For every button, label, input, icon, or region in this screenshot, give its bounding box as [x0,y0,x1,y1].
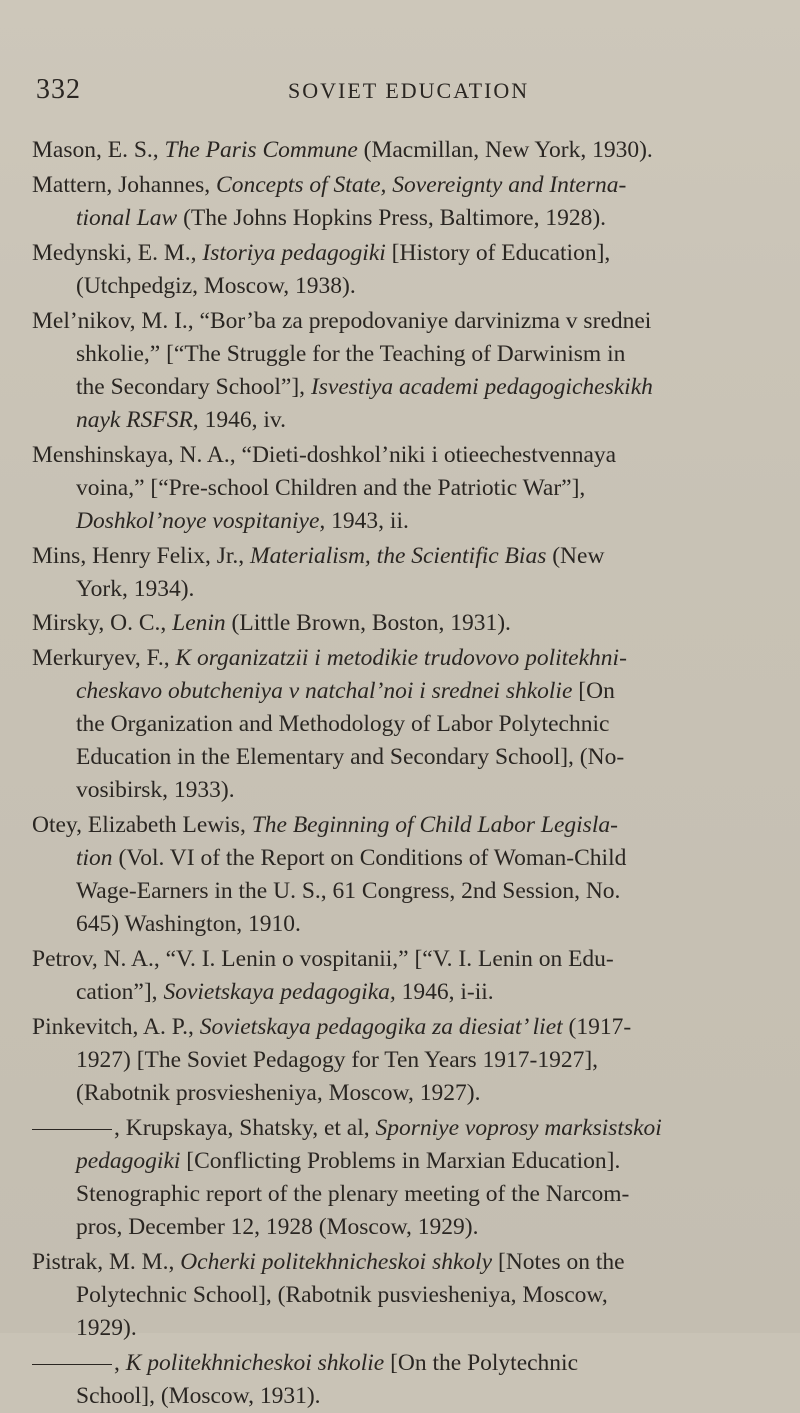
entry-line [32,1246,762,1279]
entry-title-text: Sovietskaya pedagogika za diesiat’ liet [199,1014,563,1040]
entry-line [32,505,762,538]
ditto-rule [32,1129,112,1130]
bibliography-entry [32,642,762,807]
entry-text: Pistrak, M. M., [32,1248,181,1275]
entry-title-text: K politekhnicheskoi shkolie [125,1349,385,1376]
bibliography-entry [32,439,762,538]
entry-text: 1929). [76,1314,137,1341]
entry-text: (Vol. VI of the Report on Conditions of Woman-Child [112,845,627,872]
entry-title-text: Ocherki politekhnicheskoi shkoly [180,1248,493,1275]
entry-line [32,270,762,303]
page-header [30,74,750,114]
page-number: 332 [36,74,81,105]
entry-line [32,540,762,573]
entry-line [32,642,762,675]
entry-text: vosibirsk, 1933). [76,777,235,804]
entry-title-text: Doshkol’noye vospitaniye, [76,507,326,534]
entry-line [32,237,762,270]
entry-text: [On [572,678,615,705]
entry-text: [On the Polytechnic [384,1349,579,1376]
entry-line [32,1211,762,1244]
entry-text: (Macmillan, New York, 1930). [357,137,653,163]
entry-title-text: The Beginning of Child Labor Legisla- [251,812,618,839]
entry-line [32,976,762,1009]
entry-text: York, 1934). [76,575,195,602]
entry-line [32,1279,762,1312]
entry-line [32,573,762,606]
bibliography-entry [32,1011,762,1110]
bibliography-entry [32,607,762,640]
entry-text: 1946, i-ii. [395,979,494,1006]
running-head: SOVIET EDUCATION [288,78,530,103]
entry-title-text: Sovietskaya pedagogika, [163,979,396,1006]
entry-text: Petrov, N. A., “V. I. Lenin o vospitanii,” [“V. I. Lenin on Edu- [32,946,614,973]
entry-text: 1946, iv. [198,406,286,433]
entry-line [32,338,762,371]
entry-text: Education in the Elementary and Secondary School], (No- [76,744,625,771]
entry-text: 1927) [The Soviet Pedagogy for Ten Years 1917-1927], [76,1047,599,1073]
entry-line [32,1145,762,1178]
entry-title-text: Concepts of State, Sovereignty and Interna- [216,171,627,198]
entry-line [32,134,762,167]
entry-text: (Utchpedgiz, Moscow, 1938). [76,272,356,299]
entry-line [32,809,762,842]
entry-text: (Little Brown, Boston, 1931). [225,610,511,637]
entry-text: Mattern, Johannes, [32,171,217,198]
entry-title-text: The Paris Commune [164,137,358,163]
ditto-rule [32,1364,112,1365]
entry-line [32,875,762,908]
entry-title-text: cheskavo obutcheniya v natchal’noi i srednei shkolie [76,678,573,705]
entry-text: Stenographic report of the plenary meeting of the Narcom- [76,1180,630,1207]
entry-text: 645) Washington, 1910. [76,911,301,938]
entry-text: [Conflicting Problems in Marxian Education]. [180,1147,621,1174]
entry-title-text: Sporniye voprosy marksistskoi [375,1114,662,1141]
entry-text: Polytechnic School], (Rabotnik pusviesheniya, Moscow, [76,1281,608,1308]
entry-text: Pinkevitch, A. P., [32,1014,200,1040]
entry-line [32,1077,762,1110]
entry-line [32,169,762,202]
bibliography-entry [32,809,762,941]
entry-text: (Rabotnik prosviesheniya, Moscow, 1927). [76,1080,481,1106]
entry-title-text: tion [76,845,113,872]
entry-line [32,1112,762,1145]
bibliography-entry [32,1246,762,1345]
entry-text: voina,” [“Pre-school Children and the Patriotic War”], [76,474,586,501]
entry-line [32,943,762,976]
entry-line [32,908,762,941]
entry-title-text: Lenin [172,610,226,637]
entry-text: , [114,1349,126,1376]
entry-title-text: K organizatzii i metodikie trudovovo politekhni- [175,645,627,672]
entry-text: pros, December 12, 1928 (Moscow, 1929). [76,1213,479,1240]
entry-text: [Notes on the [492,1248,625,1275]
entry-text: , Krupskaya, Shatsky, et al, [114,1114,376,1141]
entry-line [32,371,762,404]
entry-text: Otey, Elizabeth Lewis, [32,812,252,839]
entry-line [32,708,762,741]
entry-line [32,305,762,338]
entry-text: [History of Education], [385,239,611,266]
entry-line [32,1011,762,1044]
entry-text: Merkuryev, F., [32,645,176,672]
entry-line [32,675,762,708]
bibliography-entry [32,943,762,1009]
entry-line [32,1312,762,1345]
entry-text: shkolie,” [“The Struggle for the Teaching of Darwinism in [76,340,626,367]
entry-title-text: pedagogiki [76,1147,181,1174]
entry-text: Mirsky, O. C., [32,610,173,637]
entry-text: the Secondary School”], [76,373,311,400]
entry-text: cation”], [76,979,164,1006]
entry-line [32,472,762,505]
entry-text: Mins, Henry Felix, Jr., [32,542,251,569]
entry-line [32,842,762,875]
entry-text: Mason, E. S., [32,137,165,163]
entry-text: (1917- [562,1014,632,1040]
bibliography-entry [32,169,762,235]
entry-line [32,607,762,640]
bibliography-entry [32,237,762,303]
entry-line [32,404,762,437]
entry-text: the Organization and Methodology of Labor Polytechnic [76,711,610,738]
entry-text: Mel’nikov, M. I., “Bor’ba za prepodovaniye darvinizma v srednei [32,307,652,334]
entry-text: (The Johns Hopkins Press, Baltimore, 1928). [177,204,607,231]
entry-text: (New [546,542,605,569]
entry-line [32,1380,762,1413]
entry-line [32,741,762,774]
entry-text: Wage-Earners in the U. S., 61 Congress, 2nd Session, No. [76,878,621,905]
bibliography-entry [32,1347,762,1413]
entry-title-text: nayk RSFSR, [76,406,199,433]
entry-text: Menshinskaya, N. A., “Dieti-doshkol’niki i otieechestvennaya [32,441,617,468]
entry-text: 1943, ii. [325,507,409,534]
entry-line [32,1044,762,1077]
entry-line [32,439,762,472]
entry-text: School], (Moscow, 1931). [76,1382,321,1409]
entry-line [32,202,762,235]
entry-line [32,1178,762,1211]
entry-text: Medynski, E. M., [32,239,203,266]
entry-title-text: Materialism, the Scientific Bias [250,542,547,569]
entry-title-text: Isvestiya academi pedagogicheskikh [310,373,653,400]
entry-line [32,1347,762,1380]
bibliography-entry [32,540,762,606]
bibliography-entry [32,134,762,167]
bibliography-entry [32,1112,762,1244]
entry-line [32,774,762,807]
entry-title-text: Istoriya pedagogiki [202,239,386,266]
bibliography-entry [32,305,762,437]
entry-title-text: tional Law [76,204,178,231]
